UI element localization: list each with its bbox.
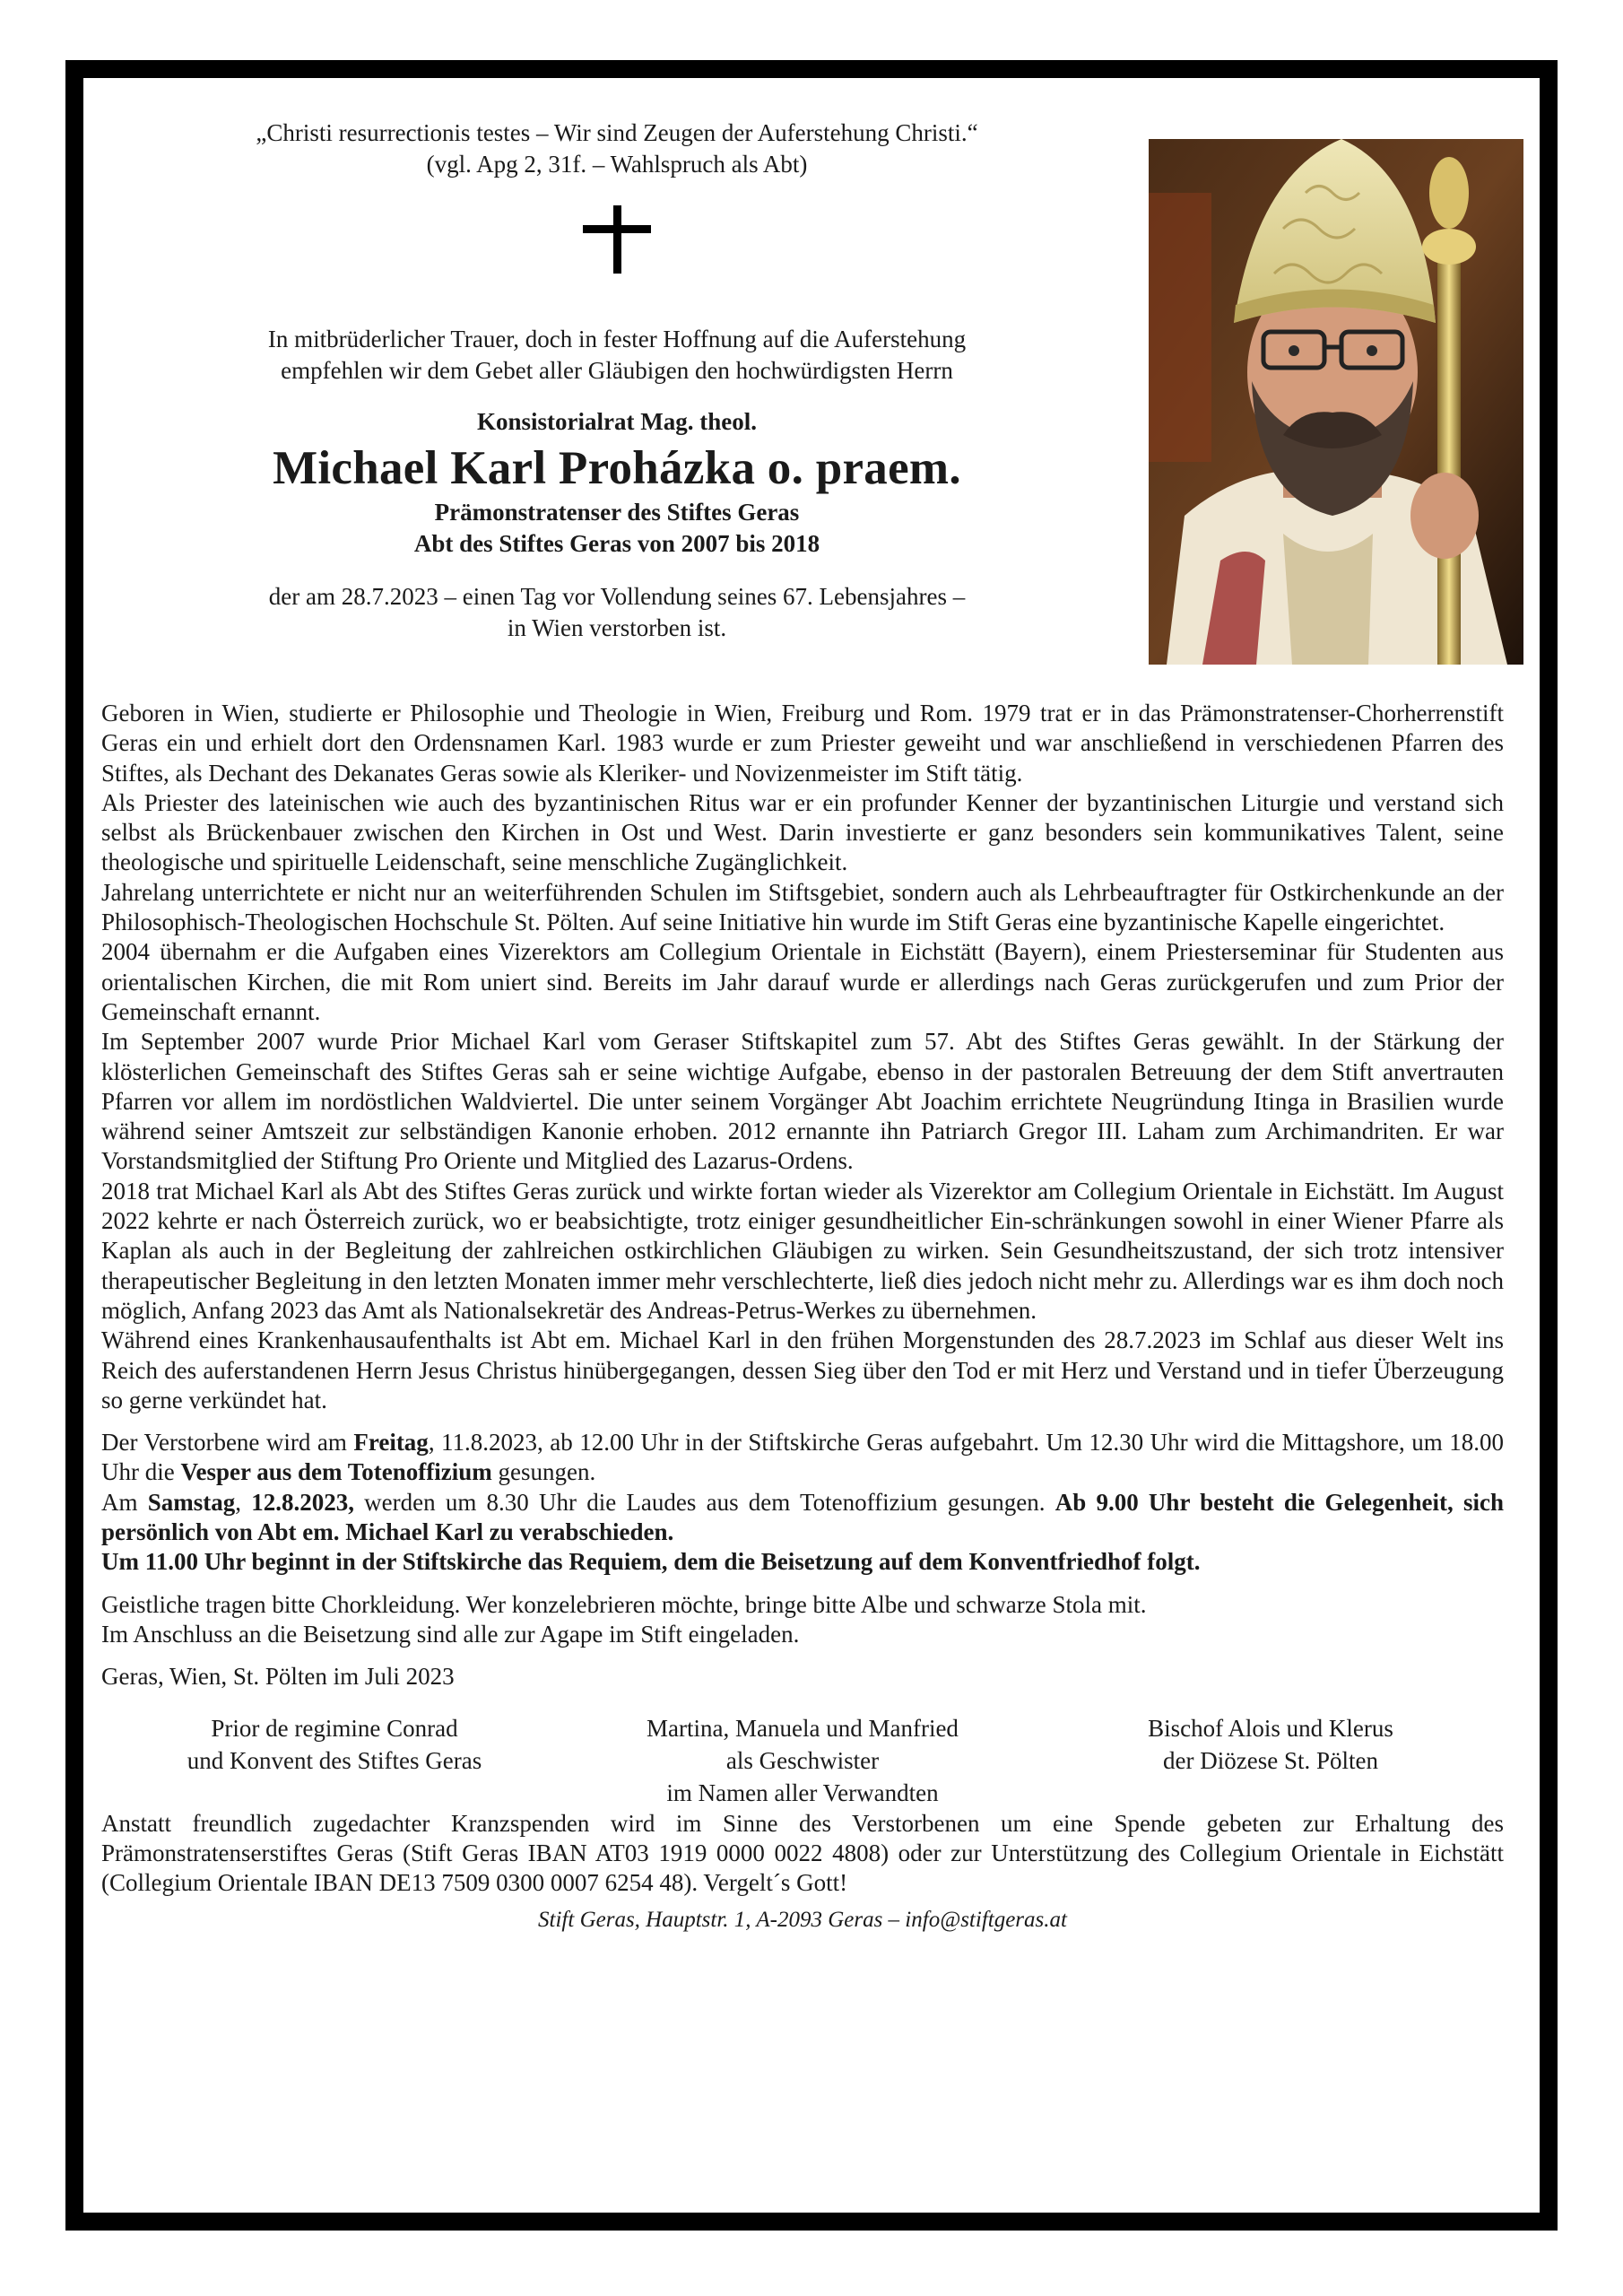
signatory-line: als Geschwister	[725, 1746, 880, 1774]
place-date: Geras, Wien, St. Pölten im Juli 2023	[101, 1663, 455, 1691]
death-line1: der am 28.7.2023 – einen Tag vor Vollendung seines 67. Lebensjahres –	[268, 583, 966, 610]
text-bold: Ab 9.00 Uhr besteht die Gelegenheit, sich persönlich von Abt em. Michael Karl zu verabschieden.	[101, 1488, 1504, 1546]
text-bold: Samstag	[147, 1488, 236, 1516]
footer-address: Stift Geras, Hauptstr. 1, A-2093 Geras – info@stiftgeras.at	[538, 1908, 1067, 1933]
bio-paragraph: Geboren in Wien, studierte er Philosophie und Theologie in Wien, Freiburg und Rom. 1979 trat er in das Prämonstratenser-Chorherrenstift Geras ein und erhielt dort den Ordensnamen Karl. 1983 wurde er zum Priester geweiht und war anschließend in verschiedenen Pfarren des Stiftes, als Dechant des Dekanates Geras sowie als Kleriker- und Novizenmeister im Stift tätig.	[101, 700, 1504, 787]
deceased-name: Michael Karl Proházka o. praem.	[273, 442, 961, 494]
biography	[101, 699, 1504, 1415]
motto-line2: (vgl. Apg 2, 31f. – Wahlspruch als Abt)	[426, 151, 808, 178]
portrait-photo	[1149, 139, 1523, 665]
text: werden um 8.30 Uhr die Laudes aus dem Totenoffizium gesungen.	[353, 1488, 1055, 1516]
donation-note: Anstatt freundlich zugedachter Kranzspenden wird im Sinne des Verstorbenen um eine Spende gebeten zur Erhaltung des Prämonstratenserstiftes Geras (Stift Geras IBAN AT03 1919 0000 0022 4808) oder zur Unterstützung des Collegium Orientale in Eichstätt (Collegium Orientale IBAN DE13 7509 0300 0007 6254 48). Vergelt´s Gott!	[101, 1809, 1504, 1897]
notes	[101, 1590, 1504, 1650]
text: Am	[101, 1488, 148, 1516]
signatory-convent	[101, 1712, 568, 1809]
intro-line1: In mitbrüderlicher Trauer, doch in fester Hoffnung auf die Auferstehung	[267, 326, 967, 352]
signatory-line: Prior de regimine Conrad	[211, 1714, 458, 1742]
signatory-line: der Diözese St. Pölten	[1163, 1746, 1378, 1774]
note-line2: Im Anschluss an die Beisetzung sind alle zur Agape im Stift eingeladen.	[101, 1620, 800, 1648]
bio-paragraph: Als Priester des lateinischen wie auch des byzantinischen Ritus war er ein profunder Kenner der byzantinischen Liturgie und verstand sich selbst als Brückenbauer zwischen den Kirchen in Ost und West. Darin investierte er ganz besonders sein kommunikatives Talent, seine theologische und spirituelle Leidenschaft, seine menschliche Zugänglichkeit.	[101, 788, 1504, 876]
text-bold: Freitag	[353, 1429, 429, 1457]
text: gesungen.	[491, 1458, 596, 1486]
obituary-content	[101, 96, 1522, 2195]
signatories	[101, 1712, 1504, 1809]
cross-icon	[583, 205, 651, 274]
header	[101, 96, 1133, 644]
bio-paragraph: Jahrelang unterrichtete er nicht nur an weiterführenden Schulen im Stiftsgebiet, sondern auch als Lehrbeauftragter für Ostkirchenkunde an der Philosophisch-Theologischen Hochschule St. Pölten. Auf seine Initiative hin wurde im Stift Geras eine byzantinische Kapelle eingerichtet.	[101, 878, 1504, 936]
signatory-diocese	[1037, 1712, 1504, 1809]
subtitle-1: Prämonstratenser des Stiftes Geras	[434, 499, 800, 526]
text-bold: Um 11.00 Uhr beginnt in der Stiftskirche das Requiem, dem die Beisetzung auf dem Konventfriedhof folgt.	[101, 1548, 1201, 1576]
motto	[101, 117, 1133, 180]
signatory-line: und Konvent des Stiftes Geras	[187, 1746, 482, 1774]
signatory-line: im Namen aller Verwandten	[666, 1779, 939, 1806]
motto-line1: „Christi resurrectionis testes – Wir sind Zeugen der Auferstehung Christi.“	[256, 119, 978, 146]
schedule-requiem	[101, 1547, 1504, 1577]
bio-paragraph: 2004 übernahm er die Aufgaben eines Vizerektors am Collegium Orientale in Eichstätt (Bayern), einem Priesterseminar für Studenten aus orientalischen Kirchen, die mit Rom uniert sind. Bereits im Jahr darauf wurde er allerdings nach Geras zurückgerufen und zum Prior der Gemeinschaft ernannt.	[101, 938, 1504, 1025]
text-bold: Vesper aus dem Totenoffizium	[180, 1458, 492, 1486]
signatory-line: Martina, Manuela und Manfried	[647, 1714, 959, 1742]
text: Der Verstorbene wird am	[101, 1429, 354, 1457]
schedule-friday	[101, 1428, 1504, 1488]
text-bold: 12.8.2023,	[251, 1488, 354, 1516]
death-line2: in Wien verstorben ist.	[507, 614, 727, 641]
obituary-frame	[65, 60, 1558, 2231]
text: , 11.8.2023, ab 12.00 Uhr in der Stiftskirche Geras aufgebahrt. Um 12.30 Uhr wird die Mittagshore, um 18.00 Uhr die	[101, 1429, 1504, 1486]
death-notice	[101, 581, 1133, 644]
subtitle-2: Abt des Stiftes Geras von 2007 bis 2018	[413, 530, 820, 557]
bio-paragraph: 2018 trat Michael Karl als Abt des Stiftes Geras zurück und wirkte fortan wieder als Vizerektor am Collegium Orientale in Eichstätt. Im August 2022 kehrte er nach Österreich zurück, wo er beabsichtigte, trotz einiger gesundheitlicher Ein-schränkungen sowohl in einer Wiener Pfarre als Kaplan als auch in der Begleitung der zahlreichen ostkirchlichen Gläubigen zu wirken. Sein Gesundheitszustand, der sich trotz intensiver therapeutischer Begleitung in den letzten Monaten immer mehr verschlechterte, ließ dies jedoch nicht mehr zu. Allerdings war es ihm doch noch möglich, Anfang 2023 das Amt als Nationalsekretär des Andreas-Petrus-Werkes zu übernehmen.	[101, 1177, 1504, 1324]
title-prefix: Konsistorialrat Mag. theol.	[477, 408, 757, 435]
text: ,	[235, 1488, 252, 1516]
main-text	[101, 699, 1504, 1935]
signatory-line: Bischof Alois und Klerus	[1148, 1714, 1393, 1742]
bio-paragraph: Während eines Krankenhausaufenthalts ist Abt em. Michael Karl in den frühen Morgenstunden des 28.7.2023 im Schlaf aus dieser Welt ins Reich des auferstandenen Herrn Jesus Christus hinübergegangen, dessen Sieg über den Tod er mit Herz und Verstand und in tiefer Überzeugung so gerne verkündet hat.	[101, 1326, 1504, 1413]
funeral-schedule	[101, 1428, 1504, 1577]
schedule-saturday	[101, 1488, 1504, 1548]
intro	[101, 324, 1133, 387]
note-line1: Geistliche tragen bitte Chorkleidung. Wer konzelebrieren möchte, bringe bitte Albe und schwarze Stola mit.	[101, 1590, 1147, 1618]
bio-paragraph: Im September 2007 wurde Prior Michael Karl vom Geraser Stiftskapitel zum 57. Abt des Stiftes Geras gewählt. In der Stärkung der klösterlichen Gemeinschaft des Stiftes Geras sah er seine wichtige Aufgabe, ebenso in der pastoralen Betreuung der dem Stift anvertrauten Pfarren vor allem im nordöstlichen Waldviertel. Die unter seinem Vorgänger Abt Joachim errichtete Neugründung Itinga in Brasilien wurde während seiner Amtszeit zur selbständigen Kanonie erhoben. 2012 ernannte ihn Patriarch Gregor III. Laham zum Archimandriten. Er war Vorstandsmitglied der Stiftung Pro Oriente und Mitglied des Lazarus-Ordens.	[101, 1028, 1504, 1175]
signatory-family	[569, 1712, 1036, 1809]
intro-line2: empfehlen wir dem Gebet aller Gläubigen den hochwürdigsten Herrn	[281, 357, 953, 384]
